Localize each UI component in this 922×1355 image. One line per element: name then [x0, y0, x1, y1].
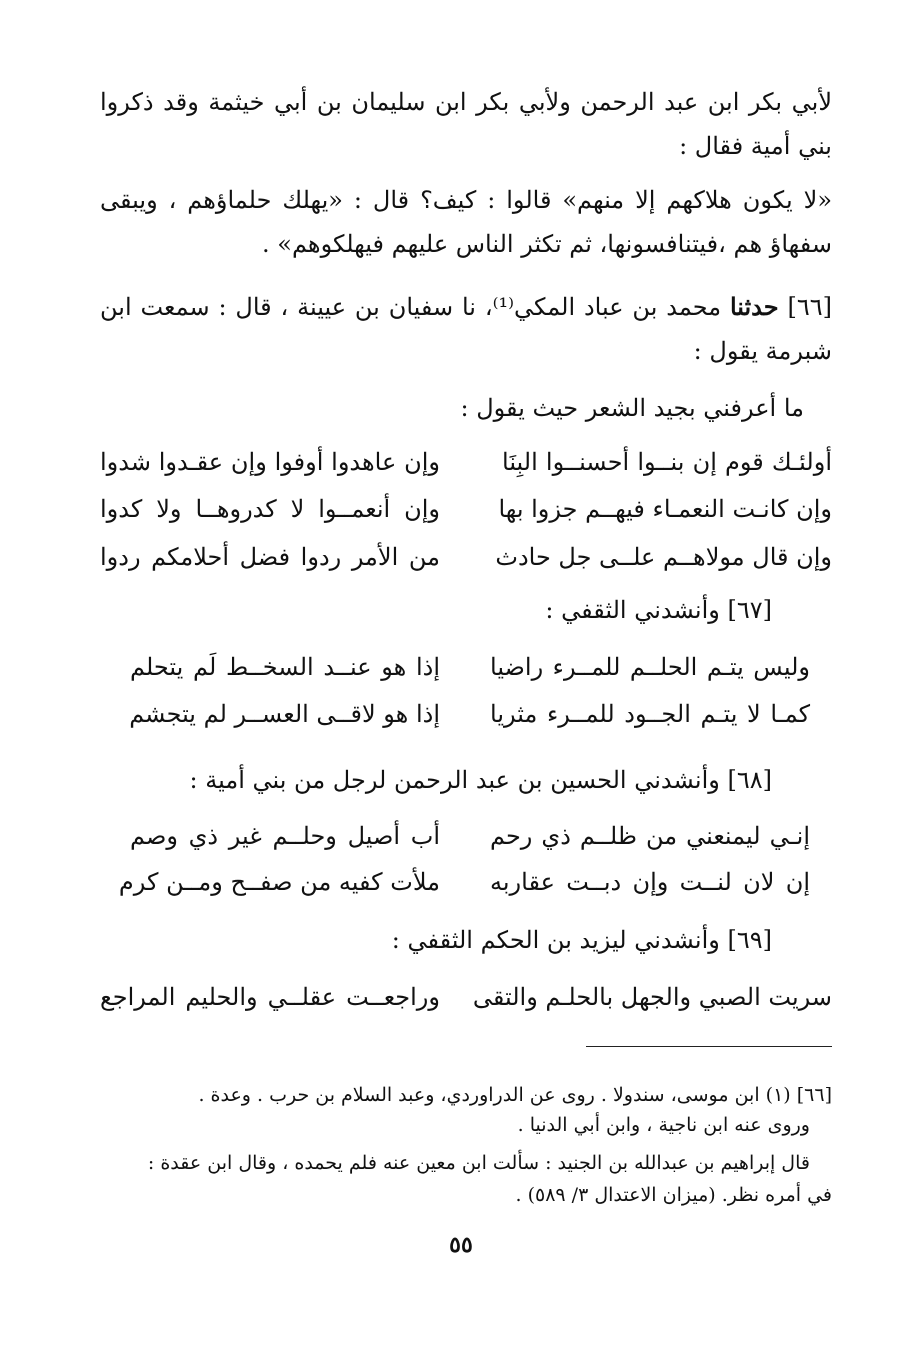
- footnote-line: في أمره نظر. (ميزان الاعتدال ٣/ ٥٨٩) .: [515, 1184, 832, 1206]
- verse-first-hemistich: وإن قال مولاهــم علــى جل حادث: [495, 543, 832, 571]
- verse-line: [100, 487, 832, 533]
- verse-line: [100, 814, 832, 860]
- narration-keyword: حدثنا: [729, 292, 779, 321]
- verse-second-hemistich: إذا هو عنــد السخــط لَم يتحلم: [130, 653, 440, 681]
- footnote-separator: [586, 1046, 832, 1047]
- footnote-line: قال إبراهيم بن عبدالله بن الجنيد : سألت ابن معين عنه فلم يحمده ، وقال ابن عقدة :: [147, 1152, 810, 1174]
- page-number: ٥٥: [449, 1232, 473, 1258]
- verse-first-hemistich: كمـا لا يتـم الجــود للمــرء مثريا: [490, 700, 810, 728]
- verse-first-hemistich: وليس يتـم الحلــم للمــرء راضيا: [490, 653, 810, 681]
- paragraph-poem-intro: ما أعرفني بجيد الشعر حيث يقول :: [460, 394, 804, 422]
- verse-first-hemistich: سريت الصبي والجهل بالحلـم والتقى: [472, 983, 832, 1011]
- isnad-text: محمد بن عباد المكي⁽¹⁾، نا سفيان بن عيينة ، قال : سمعت ابن شبرمة يقول :: [100, 293, 832, 365]
- verse-second-hemistich: إذا هو لاقــى العســر لم يتجشم: [129, 700, 440, 728]
- verse-first-hemistich: إنـي ليمنعني من ظلــم ذي رحم: [490, 822, 810, 850]
- heading-69: [٦٩] وأنشدني ليزيد بن الحكم الثقفي :: [391, 926, 772, 954]
- verse-first-hemistich: أولئـك قوم إن بنــوا أحسنــوا البِنَا: [502, 448, 832, 476]
- verse-line: [100, 440, 832, 486]
- verse-first-hemistich: إن لان لنــت وإن دبــت عقاربه: [490, 868, 810, 896]
- verse-second-hemistich: أب أصيل وحلــم غير ذي وصم: [130, 822, 440, 850]
- entry-number-66: [٦٦]: [787, 293, 833, 321]
- verse-line: [100, 692, 832, 738]
- paragraph-intro: لأبي بكر ابن عبد الرحمن ولأبي بكر ابن سليمان بن أبي خيثمة وقد ذكروا بني أمية فقال :: [100, 88, 833, 160]
- footnote-line: وروى عنه ابن ناجية ، وابن أبي الدنيا .: [517, 1114, 810, 1136]
- verse-line: [100, 535, 832, 581]
- heading-68: [٦٨] وأنشدني الحسين بن عبد الرحمن لرجل من بني أمية :: [189, 766, 772, 794]
- verse-second-hemistich: وراجعــت عقلــي والحليم المراجع: [100, 983, 440, 1011]
- verse-first-hemistich: وإن كانـت النعمـاء فيهــم جزوا بها: [498, 495, 832, 523]
- verse-line: [100, 860, 832, 906]
- paragraph-66: [100, 285, 832, 373]
- heading-67: [٦٧] وأنشدني الثقفي :: [545, 596, 772, 624]
- verse-second-hemistich: وإن عاهدوا أوفوا وإن عقـدوا شدوا: [100, 448, 440, 476]
- verse-second-hemistich: ملأت كفيه من صفــح ومــن كرم: [118, 868, 440, 896]
- footnote-line: [٦٦] (١) ابن موسى، سندولا . روى عن الدراوردي، وعبد السلام بن حرب . وعدة .: [198, 1084, 832, 1106]
- verse-second-hemistich: وإن أنعمــوا لا كدروهــا ولا كدوا: [100, 495, 440, 523]
- verse-second-hemistich: من الأمر ردوا فضل أحلامكم ردوا: [100, 543, 440, 571]
- paragraph-quote: «لا يكون هلاكهم إلا منهم» قالوا : كيف؟ قال : «يهلك حلماؤهم ، ويبقى سفهاؤ هم ،فيتنافسونها، ثم تكثر الناس عليهم فيهلكوهم» .: [100, 186, 832, 258]
- verse-line: [100, 645, 832, 691]
- verse-line: [100, 975, 832, 1021]
